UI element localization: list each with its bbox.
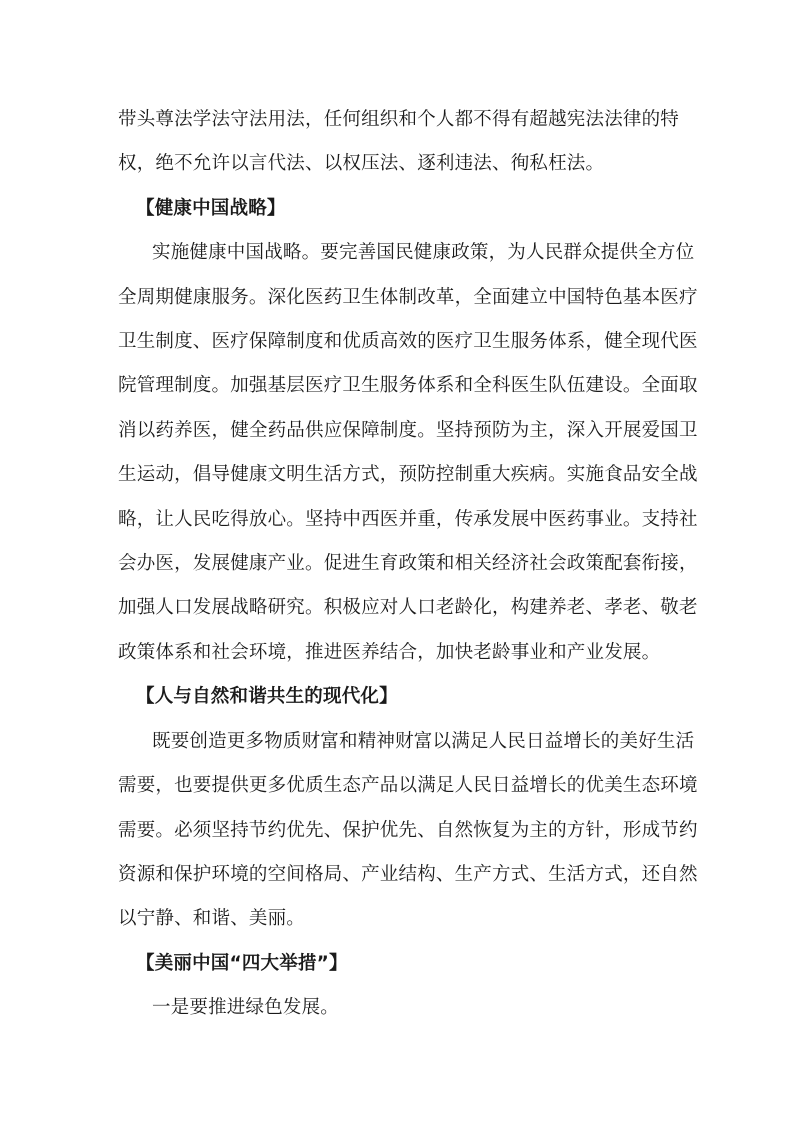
paragraph-rule-of-law — [118, 98, 688, 187]
text-line: 全周期健康服务。深化医药卫生体制改革，全面建立中国特色基本医疗 — [118, 286, 698, 308]
document-page — [118, 98, 698, 1031]
text-line: 加强人口发展战略研究。积极应对人口老龄化，构建养老、孝老、敬老 — [118, 597, 698, 619]
paragraph-green-development — [118, 986, 688, 1030]
text-line: 一是要推进绿色发展。 — [152, 997, 340, 1019]
text-line: 略，让人民吃得放心。坚持中西医并重，传承发展中医药事业。支持社 — [118, 508, 698, 530]
text-line: 资源和保护环境的空间格局、产业结构、生产方式、生活方式，还自然 — [118, 863, 698, 885]
text-line: 以宁静、和谐、美丽。 — [118, 908, 306, 930]
text-line: 政策体系和社会环境，推进医养结合，加快老龄事业和产业发展。 — [118, 641, 661, 663]
text-line: 实施健康中国战略。要完善国民健康政策，为人民群众提供全方位 — [152, 242, 695, 264]
text-line: 权，绝不允许以言代法、以权压法、逐利违法、徇私枉法。 — [118, 153, 605, 175]
text-line: 需要，也要提供更多优质生态产品以满足人民日益增长的优美生态环境 — [118, 775, 698, 797]
text-line: 会办医，发展健康产业。促进生育政策和相关经济社会政策配套衔接， — [118, 553, 698, 575]
text-line: 既要创造更多物质财富和精神财富以满足人民日益增长的美好生活 — [152, 730, 695, 752]
section-heading-harmony-with-nature: 【人与自然和谐共生的现代化】 — [136, 686, 398, 708]
text-line: 需要。必须坚持节约优先、保护优先、自然恢复为主的方针，形成节约 — [118, 819, 698, 841]
text-line: 院管理制度。加强基层医疗卫生服务体系和全科医生队伍建设。全面取 — [118, 375, 698, 397]
text-line: 消以药养医，健全药品供应保障制度。坚持预防为主，深入开展爱国卫 — [118, 419, 698, 441]
paragraph-harmony-with-nature — [118, 720, 698, 942]
section-heading-beautiful-china: 【美丽中国“四大举措”】 — [136, 952, 348, 974]
section-heading-healthy-china: 【健康中国战略】 — [136, 197, 286, 219]
text-line: 生运动，倡导健康文明生活方式，预防控制重大疾病。实施食品安全战 — [118, 464, 698, 486]
text-line: 带头尊法学法守法用法，任何组织和个人都不得有超越宪法法律的特 — [118, 109, 680, 130]
paragraph-healthy-china — [118, 231, 698, 675]
text-line: 卫生制度、医疗保障制度和优质高效的医疗卫生服务体系，健全现代医 — [118, 331, 698, 353]
